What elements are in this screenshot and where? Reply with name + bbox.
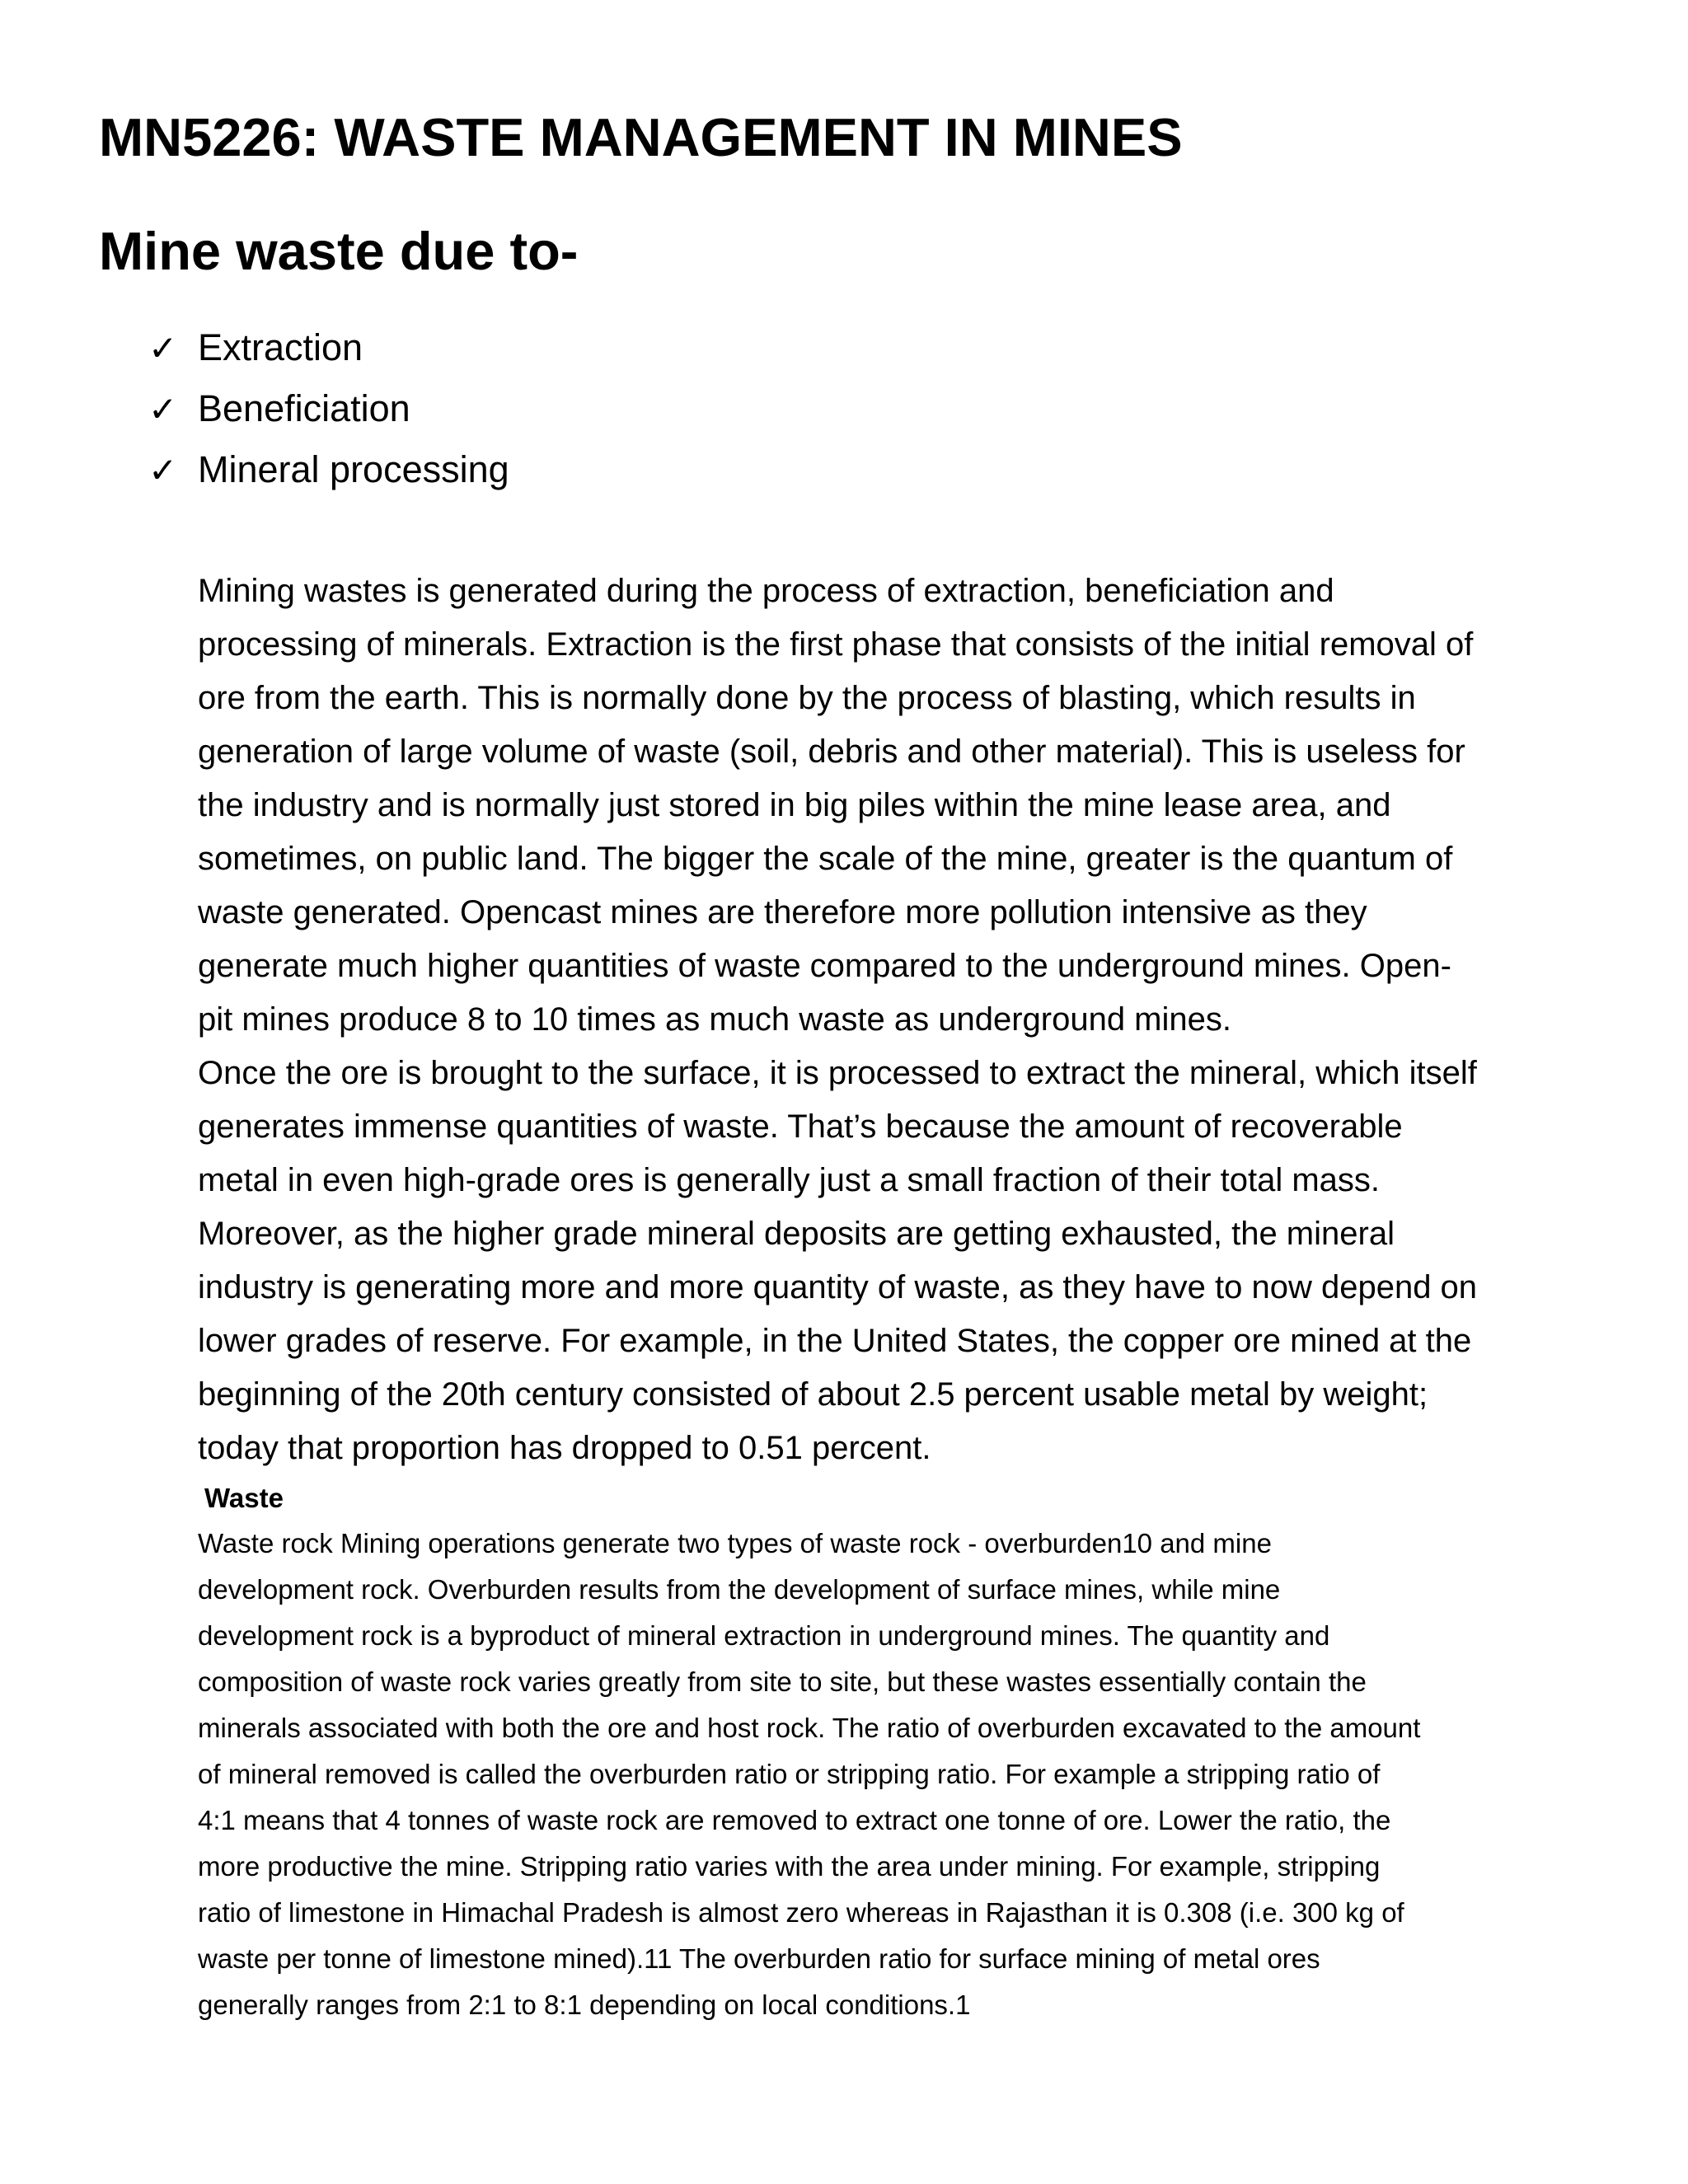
body-line: the industry and is normally just stored in big piles within the mine lease area, and — [198, 787, 1391, 823]
waste-line: composition of waste rock varies greatly from site to site, but these wastes essentially contain the — [198, 1666, 1367, 1697]
checklist-item-label: Beneficiation — [198, 387, 410, 429]
body-line: today that proportion has dropped to 0.51 percent. — [198, 1430, 931, 1466]
check-icon: ✓ — [148, 329, 178, 368]
checklist-item-extraction — [148, 317, 509, 378]
check-icon: ✓ — [148, 390, 178, 429]
waste-line: more productive the mine. Stripping ratio varies with the area under mining. For example, stripping — [198, 1851, 1381, 1882]
body-line: Mining wastes is generated during the process of extraction, beneficiation and — [198, 573, 1334, 609]
waste-line: of mineral removed is called the overburden ratio or stripping ratio. For example a stripping ratio of — [198, 1759, 1381, 1789]
waste-line: Waste rock Mining operations generate two types of waste rock - overburden10 and mine — [198, 1528, 1272, 1558]
body-line: Once the ore is brought to the surface, it is processed to extract the mineral, which itself — [198, 1055, 1477, 1091]
body-line: industry is generating more and more quantity of waste, as they have to now depend on — [198, 1269, 1478, 1305]
body-line: generates immense quantities of waste. That’s because the amount of recoverable — [198, 1108, 1403, 1145]
body-line: processing of minerals. Extraction is the first phase that consists of the initial removal of — [198, 626, 1474, 663]
checklist-item-beneficiation — [148, 378, 509, 439]
checklist — [148, 317, 509, 500]
waste-line: ratio of limestone in Himachal Pradesh is almost zero whereas in Rajasthan it is 0.308 (i.e. 300 kg of — [198, 1897, 1404, 1928]
body-line: generation of large volume of waste (soil, debris and other material). This is useless for — [198, 733, 1465, 770]
body-line: waste generated. Opencast mines are therefore more pollution intensive as they — [198, 894, 1367, 930]
body-line: pit mines produce 8 to 10 times as much waste as underground mines. — [198, 1001, 1231, 1038]
body-line: beginning of the 20th century consisted of about 2.5 percent usable metal by weight; — [198, 1376, 1428, 1413]
body-line: sometimes, on public land. The bigger the scale of the mine, greater is the quantum of — [198, 841, 1453, 877]
waste-line: 4:1 means that 4 tonnes of waste rock are removed to extract one tonne of ore. Lower the ratio, the — [198, 1805, 1391, 1835]
waste-line: minerals associated with both the ore and host rock. The ratio of overburden excavated to the amount — [198, 1713, 1421, 1743]
body-line: generate much higher quantities of waste compared to the underground mines. Open- — [198, 948, 1451, 984]
body-line: Moreover, as the higher grade mineral deposits are getting exhausted, the mineral — [198, 1216, 1395, 1252]
document-title: MN5226: WASTE MANAGEMENT IN MINES — [99, 107, 1183, 167]
waste-heading: Waste — [204, 1483, 284, 1513]
checklist-item-label: Mineral processing — [198, 448, 509, 490]
waste-line: generally ranges from 2:1 to 8:1 depending on local conditions.1 — [198, 1990, 971, 2020]
body-paragraph — [198, 565, 1591, 1475]
waste-line: development rock is a byproduct of mineral extraction in underground mines. The quantity and — [198, 1620, 1330, 1651]
checklist-item-mineral-processing — [148, 439, 509, 500]
body-line: metal in even high-grade ores is generally just a small fraction of their total mass. — [198, 1162, 1381, 1198]
body-line: ore from the earth. This is normally done by the process of blasting, which results in — [198, 680, 1416, 716]
waste-paragraph — [198, 1521, 1599, 2028]
waste-line: development rock. Overburden results from the development of surface mines, while mine — [198, 1574, 1281, 1605]
section-heading: Mine waste due to- — [99, 221, 579, 281]
checklist-item-label: Extraction — [198, 326, 363, 368]
waste-line: waste per tonne of limestone mined).11 The overburden ratio for surface mining of metal ores — [198, 1943, 1320, 1974]
check-icon: ✓ — [148, 451, 178, 490]
body-line: lower grades of reserve. For example, in the United States, the copper ore mined at the — [198, 1323, 1472, 1359]
